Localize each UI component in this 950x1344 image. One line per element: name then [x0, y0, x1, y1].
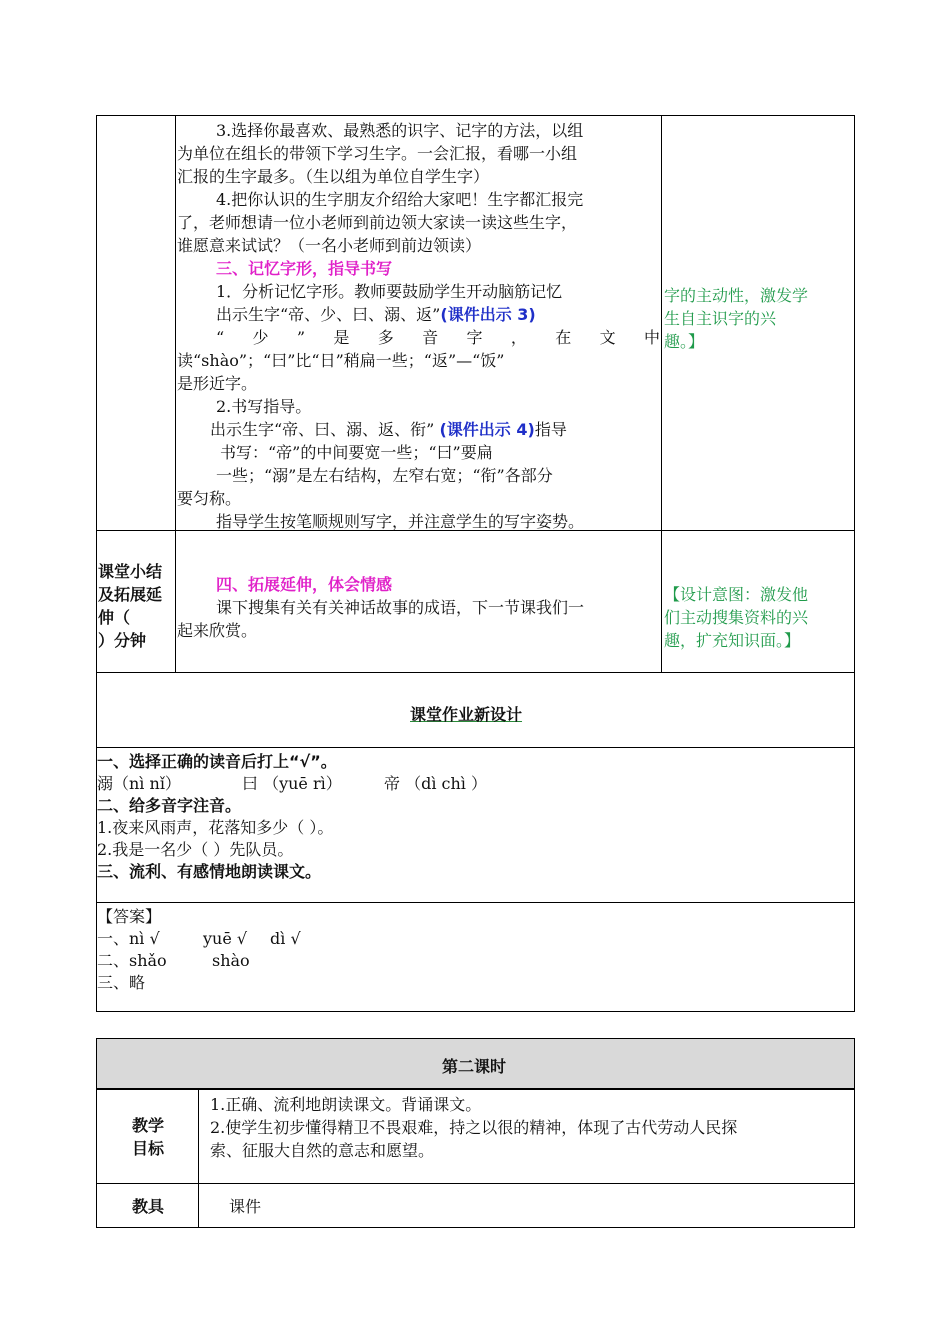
sub-question: 1.夜来风雨声，花落知多少（ ）。 [97, 818, 334, 837]
item-line: 1．分析记忆字形。教师要鼓励学生开动脑筋记忆 [216, 282, 563, 301]
question: 一、选择正确的读音后打上“√”。 [97, 752, 337, 771]
char: ， [510, 328, 527, 347]
answer: shào [212, 951, 250, 970]
char: “ [216, 328, 225, 347]
option: 溺（nì nǐ） [97, 774, 181, 793]
show-chars-line [210, 419, 567, 441]
goal-line: 索、征服大自然的意志和愿望。 [210, 1141, 435, 1160]
char: 少 [252, 328, 269, 347]
section-heading: 三、记忆字形，指导书写 [216, 259, 393, 278]
read-line: 读“shào”；“曰”比“日”稍扁一些；“返”—“饭” [177, 351, 505, 370]
design-note: 【设计意图：激发他 [664, 585, 809, 604]
section-heading: 四、拓展延伸，体会情感 [216, 575, 393, 594]
courseware-tag: (课件出示 4) [439, 420, 535, 439]
row-label: 教具 [132, 1197, 165, 1216]
divider [175, 115, 176, 673]
design-note: 趣。】 [664, 332, 705, 351]
cont-line: 为单位在组长的带领下学习生字。一会汇报，看哪一小组 [177, 144, 578, 163]
item-line: 2.书写指导。 [216, 397, 312, 416]
show-chars-line [216, 304, 536, 326]
summary-body: 起来欣赏。 [177, 621, 258, 640]
char: 文 [599, 328, 616, 347]
char: 音 [422, 328, 439, 347]
sub-question: 2.我是一名少（ ）先队员。 [97, 840, 294, 859]
answer: dì √ [270, 929, 301, 948]
answer: yuē √ [203, 929, 248, 948]
lesson2-title: 第二课时 [442, 1057, 507, 1076]
goal-line: 1.正确、流利地朗读课文。背诵课文。 [210, 1095, 482, 1114]
row-label: 课堂小结 [98, 562, 163, 581]
design-note: 趣，扩充知识面。】 [664, 631, 801, 650]
homework-title: 课堂作业新设计 [410, 705, 523, 724]
show-chars-text: 出示生字“帝、曰、溺、返、衔” [210, 420, 435, 439]
row-label: 伸（ [98, 608, 131, 627]
option: 帝 （dì chì ） [384, 774, 488, 793]
answer: 二、shǎo [97, 951, 167, 970]
cont-line: 了，老师想请一位小老师到前边领大家读一读这些生字， [177, 213, 578, 232]
row-label: 目标 [132, 1139, 165, 1158]
row-label: 及拓展延 [98, 585, 163, 604]
courseware-tag: (课件出示 3) [440, 305, 536, 324]
cont-line: 3.选择你最喜欢、最熟悉的识字、记字的方法，以组 [216, 121, 584, 140]
answer: 一、nì √ [97, 929, 160, 948]
tool-value: 课件 [229, 1197, 262, 1216]
row-label: ）分钟 [98, 631, 147, 650]
question: 三、流利、有感情地朗读课文。 [97, 862, 322, 881]
write-line: 要匀称。 [177, 489, 242, 508]
write-line: 书写：“帝”的中间要宽一些；“曰”要扁 [220, 443, 493, 462]
spread-line [216, 327, 660, 349]
char: 在 [555, 328, 572, 347]
divider [96, 747, 855, 748]
show-chars-text: 出示生字“帝、少、曰、溺、返” [216, 305, 441, 324]
row-label: 教学 [132, 1116, 165, 1135]
option: 曰 （yuē rì） [242, 774, 342, 793]
near-form-line: 是形近字。 [177, 374, 258, 393]
divider [96, 902, 855, 903]
divider [96, 1183, 855, 1184]
goal-line: 2.使学生初步懂得精卫不畏艰难，持之以很的精神，体现了古代劳动人民探 [210, 1118, 738, 1137]
char: 是 [333, 328, 350, 347]
design-note: 字的主动性，激发学 [664, 286, 809, 305]
divider [661, 115, 662, 673]
cont-line: 谁愿意来试试？（一名小老师到前边领读） [177, 236, 482, 255]
posture-line: 指导学生按笔顺规则写字，并注意学生的写字姿势。 [216, 512, 585, 531]
write-line: 一些；“溺”是左右结构，左窄右宽；“衔”各部分 [216, 466, 553, 485]
answer: 三、略 [97, 973, 146, 992]
guide-text: 指导 [534, 420, 567, 439]
design-note: 生自主识字的兴 [664, 309, 777, 328]
question: 二、给多音字注音。 [97, 796, 242, 815]
divider [198, 1088, 199, 1228]
design-note: 们主动搜集资料的兴 [664, 608, 809, 627]
cont-line: 汇报的生字最多。（生以组为单位自学生字） [177, 167, 490, 186]
answer-title: 【答案】 [97, 907, 162, 926]
char: 中 [643, 328, 660, 347]
char: 多 [377, 328, 394, 347]
char: ” [296, 328, 306, 347]
summary-body: 课下搜集有关有关神话故事的成语，下一节课我们一 [216, 598, 585, 617]
char: 字 [466, 328, 483, 347]
cont-line: 4.把你认识的生字朋友介绍给大家吧！生字都汇报完 [216, 190, 584, 209]
